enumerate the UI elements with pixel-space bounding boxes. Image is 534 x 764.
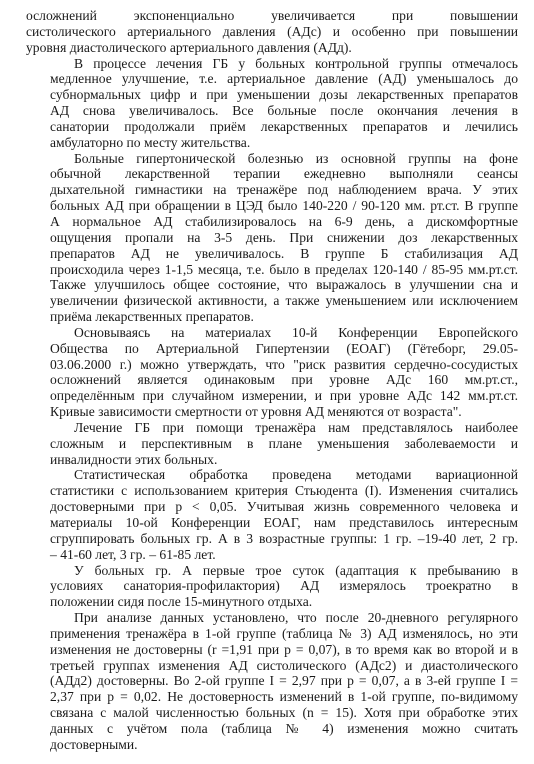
text-line: Основываясь на материалах 10-й Конференции Европейского	[74, 324, 518, 340]
text-line: амбулаторно по месту жительства.	[50, 134, 251, 150]
text-line: А нормальное АД стабилизировалось на 6-9 день, а дискомфортные	[50, 213, 518, 229]
text-line: осложнений экспоненциально увеличивается при повышении	[26, 8, 518, 23]
text-line: Общества по Артериальной Гипертензии (ЕОАГ) (Гётеборг, 29.05-	[50, 340, 518, 356]
text-line: увеличении физической активности, а также уменьшением или исключением	[50, 293, 518, 309]
paragraph-1	[26, 8, 518, 56]
text-line: При анализе данных установлено, что после 20-дневного регулярного	[74, 610, 518, 626]
text-line: 03.06.2000 г.) можно утверждать, что "риск развития сердечно-сосудистых	[50, 356, 518, 372]
text-line: осложнений является одинаковым при уровне АДс 160 мм.рт.ст.,	[50, 372, 518, 388]
text-line: дыхательной гимнастики на тренажёре под наблюдением врача. У этих	[50, 182, 518, 198]
text-line: инвалидности этих больных.	[50, 451, 218, 467]
text-line: приёма лекарственных препаратов.	[50, 309, 254, 325]
text-line: Кривые зависимости смертности от уровня АД меняются от возраста".	[50, 404, 462, 420]
text-line: уровня диастолического артериального давления (АДд).	[26, 39, 352, 55]
text-line: данных с учётом пола (таблица № 4) изменения можно считать	[50, 720, 518, 736]
text-line: положении сидя после 15-минутного отдыха.	[50, 594, 313, 610]
text-line: Также улучшилось общее состояние, что выражалось в улучшении сна и	[50, 277, 518, 293]
text-line: В процессе лечения ГБ у больных контрольной группы отмечалось	[74, 55, 518, 71]
text-line: больных АД при обращении в ЦЭД было 140-220 / 90-120 мм. рт.ст. В группе	[50, 198, 518, 214]
text-line: (АДд2) достоверны. Во 2-ой группе I = 2,97 при р = 0,07, а в 3-ей группе I =	[50, 673, 518, 689]
paragraph-3	[26, 151, 518, 325]
text-line: У больных гр. А первые трое суток (адаптация к пребыванию в	[74, 562, 518, 578]
text-line: материалы 10-ой Конференции ЕОАГ, нам представилось интересным	[50, 515, 518, 530]
paragraph-5	[26, 420, 518, 468]
paragraph-8	[26, 610, 518, 753]
paragraph-7	[26, 563, 518, 611]
text-line: – 41-60 лет, 3 гр. – 61-85 лет.	[50, 546, 216, 562]
text-line: обычной лекарственной терапии ежедневно выполняли сеансы	[50, 166, 518, 182]
text-line: изменения не достоверны (r =1,91 при р = 0,07), в то время как во второй и в	[50, 641, 518, 657]
text-line: связана с малой численностью больных (n = 15). Хотя при обработке этих	[50, 705, 518, 721]
text-line: сложным и перспективным в плане уменьшения заболеваемости и	[50, 435, 518, 451]
text-line: препаратов АД не увеличивалось. В группе Б стабилизация АД	[50, 245, 518, 261]
paragraph-2	[26, 56, 518, 151]
text-line: ощущения пропали на 3-5 день. При снижении доз лекарственных	[50, 229, 518, 245]
text-line: условиях санатория-профилактория) АД измерялось троекратно в	[50, 578, 518, 594]
text-line: Статистическая обработка проведена методами вариационной	[74, 467, 518, 483]
paragraph-4	[26, 325, 518, 420]
text-line: применения тренажёра в 1-ой группе (таблица № 3) АД изменялось, но эти	[50, 625, 518, 641]
text-line: субнормальных цифр и при уменьшении дозы лекарственных препаратов	[50, 87, 518, 103]
text-line: статистики с использованием критерия Стьюдента (I). Изменения считались	[50, 483, 518, 499]
text-line: Больные гипертонической болезнью из основной группы на фоне	[74, 150, 518, 166]
text-line: медленное улучшение, т.е. артериальное давление (АД) уменьшалось до	[50, 71, 518, 87]
text-line: определённым при случайном измерении, и при уровне АДс 142 мм.рт.ст.	[50, 388, 518, 404]
text-line: третьей группах изменения АД систолического (АДс2) и диастолического	[50, 657, 518, 673]
text-line: Лечение ГБ при помощи тренажёра нам представлялось наиболее	[74, 419, 518, 435]
text-line: 2,37 при р = 0,02. Не достоверность изменений в 1-ой группе, по-видимому	[50, 689, 518, 705]
text-line: санатории продолжали приём лекарственных препаратов и лечились	[50, 118, 518, 134]
paragraph-6	[26, 467, 518, 562]
text-line: достоверными.	[50, 736, 138, 752]
text-line: происходила через 1-1,5 месяца, т.е. было в пределах 120-140 / 85-95 мм.рт.ст.	[50, 261, 518, 277]
text-line: сгруппировать больных гр. А в 3 возрастные группы: 1 гр. –19-40 лет, 2 гр.	[50, 530, 518, 546]
document-page	[26, 8, 518, 753]
text-line: АД снова увеличивалось. Все больные после окончания лечения в	[50, 103, 518, 119]
text-line: достоверными при р < 0,05. Учитывая жизнь современного человека и	[50, 499, 518, 515]
text-line: систолического артериального давления (АДс) и особенно при повышении	[26, 23, 518, 39]
